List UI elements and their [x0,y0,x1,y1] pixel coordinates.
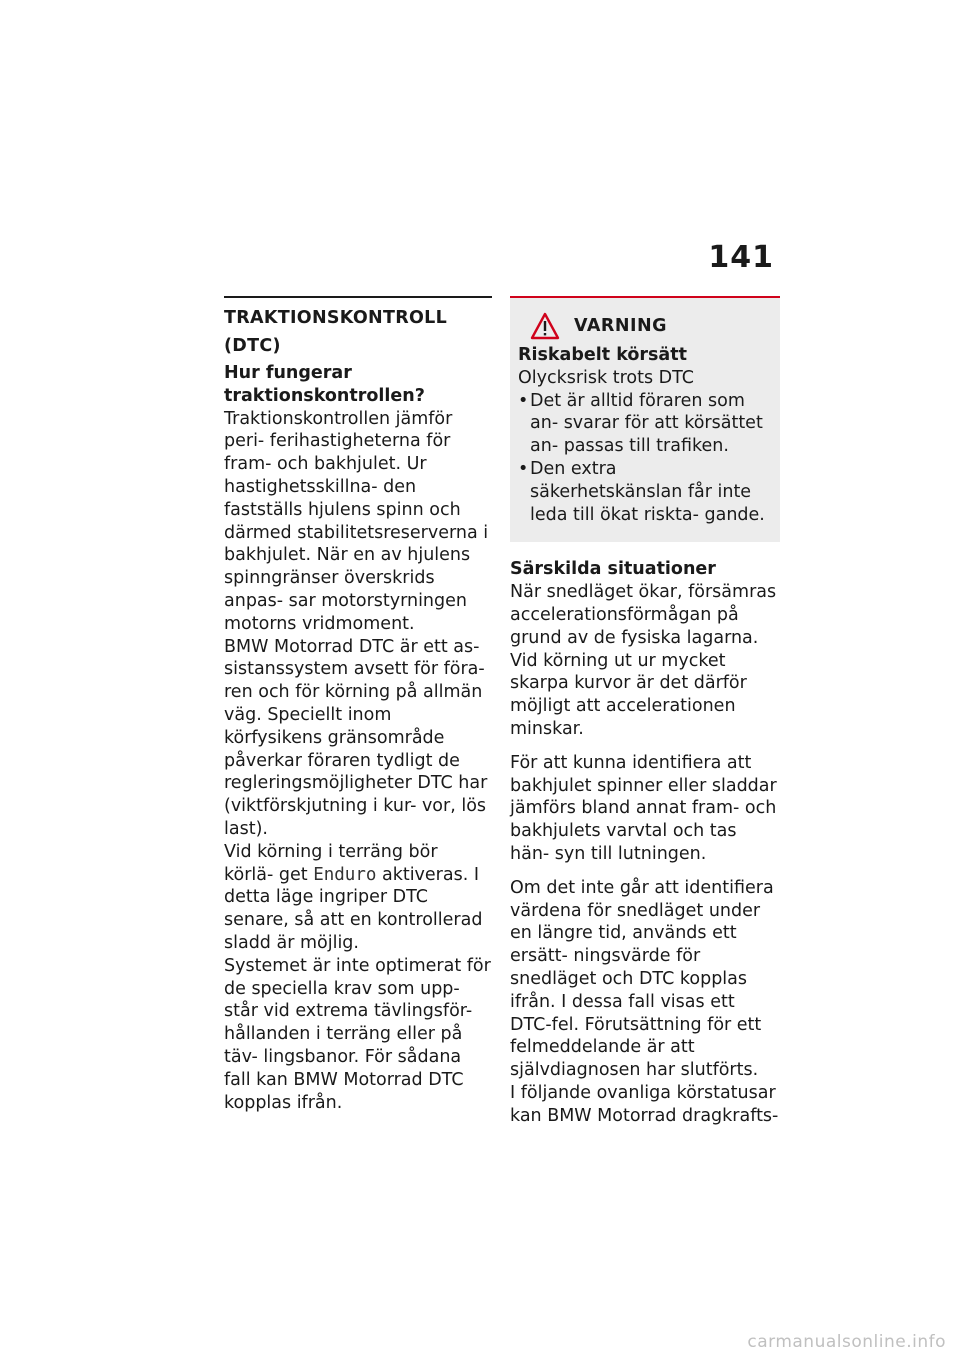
warning-bullet-list [518,390,770,527]
page-number: 141 [708,240,774,275]
paragraph-competition: Systemet är inte optimerat för de speciella krav som upp- står vid extrema tävlingsför- hållanden i terräng eller på täv- lingsbanor. För sådana fall kan BMW Motorrad DTC kopplas ifrån. [224,955,491,1113]
paragraph-function: Traktionskontrollen jämför peri- ferihastigheterna för fram- och bakhjulet. Ur hastighetsskillna- den fastställs hjulens spinn och därmed stabilitetsreserverna i bakhjulet. När en av hjulens spinngränser överskrids anpas- sar motorstyrningen motorns vridmoment. [224,408,489,634]
warning-bullet: • Det är alltid föraren som an- svarar för att körsättet an- passas till trafiken. [518,390,770,458]
paragraph-unusual-states: I följande ovanliga körstatusar kan BMW Motorrad dragkrafts- [510,1082,779,1126]
paragraph-substitute-value: Om det inte går att identifiera värdena för snedläget under en längre tid, används ett ersätt- ningsvärde för snedläget och DTC kopplas ifrån. I dessa fall visas ett DTC-fel. Förutsättning för ett felmeddelande är att självdiagnosen har slutförts. [510,877,774,1081]
paragraph-assistance: BMW Motorrad DTC är ett as- sistanssystem avsett för föra- ren och för körning på allmän väg. Speciellt inom körfysikens gränsområde påverkar föraren tydligt de regleringsmöjligheter DTC har (viktförskjutning i kur- vor, lös last). [224,636,488,839]
paragraph-terrain [224,841,492,955]
warning-header [530,312,770,340]
section-title: TRAKTIONSKONTROLL (DTC) [224,308,448,356]
warning-label: VARNING [574,316,668,336]
warning-triangle-icon [530,312,560,340]
warning-title: Riskabelt körsätt [518,345,687,365]
warning-bullet: • Den extra säkerhetskänslan får inte leda till ökat riskta- gande. [518,458,770,526]
paragraph-lean-angle: När snedläget ökar, försämras accelerationsförmågan på grund av de fysiska lagarna. Vid körning ut ur mycket skarpa kurvor är det därför möjligt att accelerationen minskar. [510,582,777,739]
terrain-text-after: aktiveras. I detta läge ingriper DTC senare, så att en kontrollerad sladd är möjlig. [224,864,483,953]
watermark: carmanualsonline.info [747,1332,946,1352]
warning-box [510,296,780,542]
warning-subtitle: Olycksrisk trots DTC [518,367,695,388]
enduro-mode-label: Enduro [313,864,377,885]
section-rule [224,296,492,298]
special-situations-heading: Särskilda situationer [510,559,716,580]
right-column [510,296,780,1128]
subsection-heading: Hur fungerar traktionskontrollen? [224,363,425,406]
left-column [224,296,492,1114]
terrain-text-before: Vid körning i terräng bör körlä- get [224,841,438,885]
paragraph-wheel-spin: För att kunna identifiera att bakhjulet spinner eller sladdar jämförs bland annat fram- och bakhjulets varvtal och tas hän- syn till lutningen. [510,752,777,864]
